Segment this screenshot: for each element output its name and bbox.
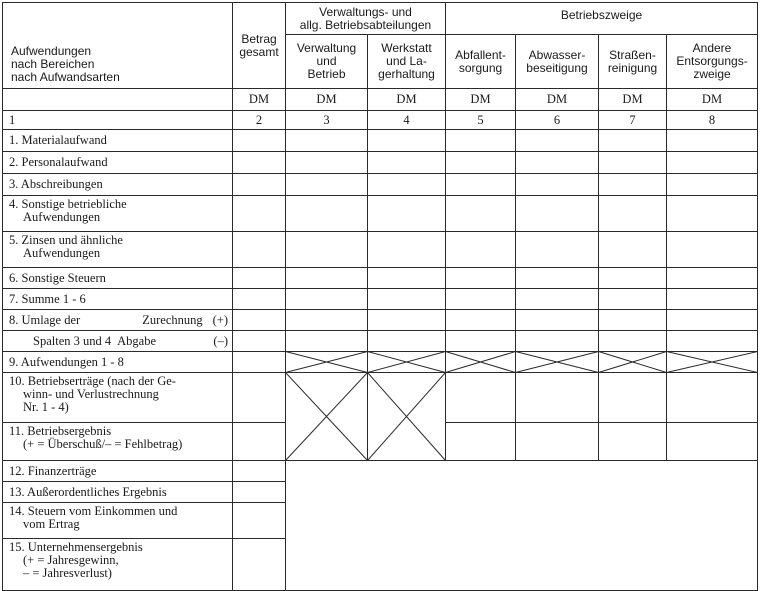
table-cell[interactable]	[233, 482, 286, 503]
row-label-text: 15. Unternehmensergebnis	[9, 540, 143, 554]
table-cell[interactable]	[233, 310, 286, 331]
table-row	[3, 373, 758, 423]
col-header-abwasser	[516, 35, 599, 89]
col-header-line: sorgung	[458, 60, 503, 75]
table-cell[interactable]	[599, 196, 667, 232]
row-label	[3, 130, 233, 152]
table-cell[interactable]	[368, 289, 446, 310]
table-cell[interactable]	[599, 232, 667, 268]
table-cell[interactable]	[599, 331, 667, 352]
col-header-line: Abfallent-	[455, 47, 506, 62]
table-cell[interactable]	[446, 130, 516, 152]
row-label-text: winn- und Verlustrechnung	[23, 387, 159, 401]
row-label-text: Zurechnung	[142, 312, 203, 327]
table-row	[3, 174, 758, 196]
form-table	[2, 2, 758, 591]
table-cell[interactable]	[516, 174, 599, 196]
table-cell[interactable]	[516, 232, 599, 268]
table-cell[interactable]	[667, 331, 758, 352]
row-label-text: 9. Aufwendungen 1 - 8	[9, 354, 124, 369]
unit-cell: DM	[286, 89, 368, 111]
table-cell[interactable]	[446, 289, 516, 310]
group-line: Betriebszweige	[560, 8, 643, 22]
col-header-line: gerhaltung	[378, 67, 435, 81]
row-label	[3, 373, 233, 423]
table-row	[3, 196, 758, 232]
table-cell[interactable]	[667, 130, 758, 152]
row-label-line: Aufwendungen	[11, 44, 92, 58]
table-cell[interactable]	[368, 174, 446, 196]
row-label-text: Abgabe	[117, 333, 156, 348]
table-cell[interactable]	[233, 268, 286, 289]
row-label	[3, 289, 233, 310]
table-cell[interactable]	[599, 423, 667, 461]
row-label-text: 1. Materialaufwand	[9, 133, 107, 147]
col-header-line: und La-	[386, 54, 427, 68]
column-number: 8	[667, 111, 758, 130]
unit-cell: DM	[516, 89, 599, 111]
row-label-text: (+ = Jahresgewinn,	[23, 553, 119, 567]
table-row	[3, 310, 758, 331]
group-verwaltung-header	[286, 3, 446, 35]
table-cell[interactable]	[599, 130, 667, 152]
table-cell[interactable]	[667, 289, 758, 310]
table-cell[interactable]	[667, 196, 758, 232]
col-header-line: und	[316, 54, 337, 68]
table-cell[interactable]	[446, 196, 516, 232]
row-label-text: 8. Umlage der	[9, 312, 81, 327]
col-header-line: Werkstatt	[381, 41, 432, 55]
table-cell[interactable]	[599, 152, 667, 174]
column-number-row	[3, 111, 758, 130]
betrag-line: gesamt	[239, 44, 279, 59]
table-cell[interactable]	[233, 423, 286, 461]
table-cell[interactable]	[368, 268, 446, 289]
crossed-cell	[516, 352, 599, 373]
col-header-werkstatt	[368, 35, 446, 89]
crossed-cell	[286, 352, 368, 373]
table-cell[interactable]	[233, 196, 286, 232]
table-cell[interactable]	[446, 232, 516, 268]
table-cell[interactable]	[233, 461, 286, 482]
row-label-text: vom Ertrag	[23, 517, 80, 531]
row-label	[3, 539, 233, 591]
row-label-text: 10. Betriebserträge (nach der Ge-	[9, 374, 176, 388]
unit-cell: DM	[599, 89, 667, 111]
row-label-text: 7. Summe 1 - 6	[9, 291, 86, 306]
row-label	[3, 503, 233, 539]
col-header-line: beseitigung	[526, 60, 588, 75]
table-cell[interactable]	[667, 423, 758, 461]
table-cell[interactable]	[368, 331, 446, 352]
table-row	[3, 352, 758, 373]
crossed-cell	[667, 352, 758, 373]
column-number: 7	[599, 111, 667, 130]
group-line: Verwaltungs- und	[319, 4, 412, 19]
table-cell[interactable]	[667, 152, 758, 174]
row-label-text: (+)	[212, 312, 228, 327]
unit-row	[3, 89, 758, 111]
col-header-line: reinigung	[607, 60, 658, 75]
betrag-line: Betrag	[241, 31, 277, 46]
column-number: 5	[446, 111, 516, 130]
table-row	[3, 152, 758, 174]
table-cell[interactable]	[516, 289, 599, 310]
group-betrieb-header	[446, 3, 758, 35]
row-label-text: 2. Personalaufwand	[9, 155, 108, 169]
column-number: 3	[286, 111, 368, 130]
col-header-verwaltung	[286, 35, 368, 89]
table-cell[interactable]	[516, 152, 599, 174]
col-header-strassen	[599, 35, 667, 89]
table-cell[interactable]	[286, 232, 368, 268]
table-cell[interactable]	[667, 232, 758, 268]
table-cell[interactable]	[233, 152, 286, 174]
row-label-header	[3, 3, 233, 89]
col-header-andere	[667, 35, 758, 89]
crossed-cell	[446, 352, 516, 373]
table-cell[interactable]	[233, 232, 286, 268]
col-header-line: Andere	[692, 41, 732, 55]
column-number: 1	[3, 111, 233, 130]
unit-cell: DM	[446, 89, 516, 111]
table-cell[interactable]	[516, 310, 599, 331]
table-cell[interactable]	[286, 289, 368, 310]
row-label	[3, 268, 233, 289]
table-cell[interactable]	[446, 373, 516, 423]
table-cell[interactable]	[599, 310, 667, 331]
table-cell[interactable]	[446, 152, 516, 174]
col-header-abfall	[446, 35, 516, 89]
col-header-line: Abwasser-	[528, 47, 586, 62]
table-cell[interactable]	[286, 196, 368, 232]
row-label-text: (–)	[213, 333, 228, 348]
table-cell[interactable]	[516, 196, 599, 232]
betrag-header	[233, 3, 286, 89]
row-label-text: Aufwendungen	[23, 210, 101, 224]
crossed-cell	[368, 352, 446, 373]
table-cell[interactable]	[233, 289, 286, 310]
table-row	[3, 461, 758, 482]
col-header-line: Entsorgungs-	[676, 54, 748, 68]
table-cell[interactable]	[667, 373, 758, 423]
col-header-line: zweige	[693, 67, 731, 81]
table-row	[3, 289, 758, 310]
table-cell[interactable]	[233, 539, 286, 591]
table-row	[3, 232, 758, 268]
table-cell[interactable]	[368, 152, 446, 174]
row-label	[3, 331, 233, 352]
crossed-cell	[599, 352, 667, 373]
row-label-text: 11. Betriebsergebnis	[9, 424, 112, 438]
table-cell[interactable]	[599, 268, 667, 289]
col-header-line: Betrieb	[307, 67, 346, 81]
column-number: 2	[233, 111, 286, 130]
row-label-text: 13. Außerordentliches Ergebnis	[9, 484, 167, 499]
unit-cell-empty	[3, 89, 233, 111]
table-cell[interactable]	[667, 310, 758, 331]
table-cell[interactable]	[233, 373, 286, 423]
group-line: allg. Betriebsabteilungen	[299, 17, 432, 32]
row-label-text: 5. Zinsen und ähnliche	[9, 233, 123, 247]
cost-allocation-form	[2, 2, 757, 587]
row-label	[3, 196, 233, 232]
row-label	[3, 174, 233, 196]
row-label-text: Nr. 1 - 4)	[23, 400, 69, 414]
crossed-cell	[286, 373, 368, 461]
blank-area	[286, 461, 758, 591]
row-label	[3, 352, 233, 373]
column-number: 4	[368, 111, 446, 130]
row-label-text: (+ = Überschuß/– = Fehlbetrag)	[23, 437, 183, 451]
table-cell[interactable]	[516, 130, 599, 152]
row-label-text: 3. Abschreibungen	[9, 177, 103, 191]
row-label-line: nach Aufwandsarten	[11, 70, 120, 84]
table-cell[interactable]	[233, 130, 286, 152]
table-cell[interactable]	[446, 310, 516, 331]
row-label-text: 4. Sonstige betriebliche	[9, 197, 127, 211]
table-cell[interactable]	[667, 174, 758, 196]
table-cell[interactable]	[286, 268, 368, 289]
table-cell[interactable]	[286, 174, 368, 196]
row-label-text: – = Jahresverlust)	[23, 566, 112, 580]
unit-cell: DM	[667, 89, 758, 111]
table-cell[interactable]	[286, 152, 368, 174]
row-label	[3, 310, 233, 331]
row-label-text: 14. Steuern vom Einkommen und	[9, 504, 178, 518]
row-label-text: Spalten 3 und 4	[33, 333, 112, 348]
table-cell[interactable]	[233, 352, 286, 373]
col-header-line: Straßen-	[609, 47, 656, 62]
table-cell[interactable]	[667, 268, 758, 289]
table-cell[interactable]	[286, 130, 368, 152]
table-cell[interactable]	[516, 331, 599, 352]
unit-cell: DM	[368, 89, 446, 111]
table-cell[interactable]	[233, 331, 286, 352]
table-row	[3, 331, 758, 352]
column-number: 6	[516, 111, 599, 130]
row-label	[3, 461, 233, 482]
table-cell[interactable]	[368, 130, 446, 152]
table-cell[interactable]	[516, 423, 599, 461]
table-row	[3, 268, 758, 289]
table-cell[interactable]	[286, 310, 368, 331]
table-cell[interactable]	[233, 503, 286, 539]
col-header-line: Verwaltung	[296, 41, 357, 55]
table-row	[3, 130, 758, 152]
crossed-cell	[368, 373, 446, 461]
table-cell[interactable]	[599, 289, 667, 310]
table-cell[interactable]	[286, 331, 368, 352]
row-label	[3, 423, 233, 461]
table-cell[interactable]	[516, 373, 599, 423]
row-label-text: 6. Sonstige Steuern	[9, 270, 106, 285]
table-cell[interactable]	[516, 268, 599, 289]
unit-cell: DM	[233, 89, 286, 111]
table-cell[interactable]	[446, 423, 516, 461]
row-label-line: nach Bereichen	[11, 57, 95, 71]
table-cell[interactable]	[368, 196, 446, 232]
row-label-text: 12. Finanzerträge	[9, 463, 97, 478]
table-cell[interactable]	[446, 331, 516, 352]
table-cell[interactable]	[368, 232, 446, 268]
table-cell[interactable]	[599, 373, 667, 423]
row-label	[3, 152, 233, 174]
table-cell[interactable]	[599, 174, 667, 196]
table-cell[interactable]	[446, 174, 516, 196]
table-cell[interactable]	[233, 174, 286, 196]
table-cell[interactable]	[446, 268, 516, 289]
row-label-text: Aufwendungen	[23, 246, 101, 260]
row-label	[3, 482, 233, 503]
table-cell[interactable]	[368, 310, 446, 331]
row-label	[3, 232, 233, 268]
